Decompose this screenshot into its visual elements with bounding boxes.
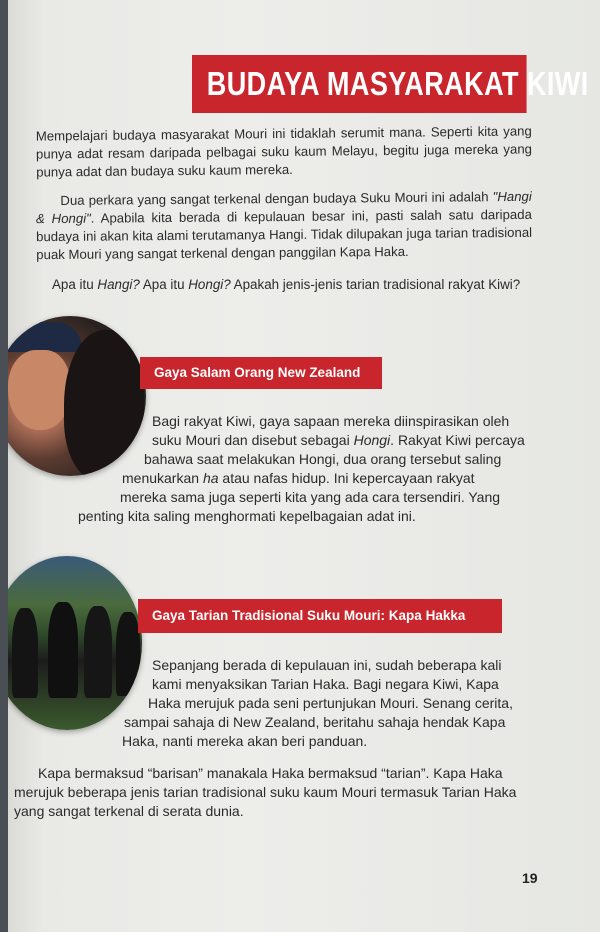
hongi-greeting-photo [8, 316, 146, 476]
s2-line-4: sampai sahaja di New Zealand, beritahu sahaja hendak Kapa [124, 714, 506, 730]
s1-line-4-a: menukarkan [122, 470, 203, 486]
s1-line-2-a: suku Mouri dan disebut sebagai [152, 432, 354, 448]
s1-hongi: Hongi [353, 432, 391, 448]
intro-questions [52, 276, 552, 294]
section-heading-greeting: Gaya Salam Orang New Zealand [140, 357, 382, 389]
q-hangi: Hangi? [97, 277, 140, 292]
intro-paragraph-2 [36, 188, 533, 264]
intro-paragraph-1: Mempelajari budaya masyarakat Mouri ini tidaklah serumit mana. Seperti kita yang punya adat resam daripada pelbagai suku kaum Melayu, begitu juga mereka yang punya adat dan budaya suku kaum mereka. [35, 123, 533, 180]
page-title-banner: BUDAYA MASYARAKAT KIWI [192, 55, 527, 113]
kapa-haka-photo [8, 556, 142, 730]
s1-line-2-b: . Rakyat Kiwi percaya [390, 432, 525, 448]
page-number: 19 [522, 870, 538, 886]
s1-line-2 [152, 431, 552, 450]
s2-line-2: kami menyaksikan Tarian Haka. Bagi negara Kiwi, Kapa [152, 676, 499, 692]
p2-italic: "Hangi & Hongi" [35, 188, 532, 227]
s1-line-5: mereka sama juga seperti kita yang ada cara tersendiri. Yang [120, 489, 501, 505]
q-part-a: Apa itu [52, 277, 98, 292]
closing-line-3: yang sangat terkenal di serata dunia. [14, 803, 244, 819]
p2-rest: . Apabila kita berada di kepulauan besar ini, pasti salah satu daripada budaya ini akan kita alami terutamanya Hangi. Tidak dilupakan juga tarian tradisional puak Mouri yang sangat terkenal dengan panggilan Kapa Haka. [36, 206, 533, 263]
section-heading-dance: Gaya Tarian Tradisional Suku Mouri: Kapa Hakka [138, 599, 502, 633]
section1-body [78, 412, 552, 526]
q-hongi: Hongi? [188, 277, 231, 292]
q-part-c: Apakah jenis-jenis tarian tradisional rakyat Kiwi? [230, 277, 521, 292]
s1-line-3: bahawa saat melakukan Hongi, dua orang tersebut saling [144, 451, 502, 467]
q-part-b: Apa itu [139, 277, 189, 292]
s1-line-6: penting kita saling menghormati kepelbagaian adat ini. [78, 508, 416, 524]
s2-line-3: Haka merujuk pada seni pertunjukan Mouri. Senang cerita, [148, 695, 513, 711]
p2-lead: Dua perkara yang sangat terkenal dengan budaya Suku Mouri ini adalah [60, 189, 493, 208]
closing-paragraph [14, 764, 554, 821]
section2-body [122, 656, 552, 751]
s1-line-4 [122, 469, 552, 488]
closing-line-2: merujuk beberapa jenis tarian tradisional suku kaum Mouri termasuk Tarian Haka [14, 784, 517, 800]
closing-line-1: Kapa bermaksud “barisan” manakala Haka bermaksud “tarian”. Kapa Haka [38, 765, 503, 781]
s1-line-4-b: atau nafas hidup. Ini kepercayaan rakyat [218, 470, 475, 486]
s1-line-1: Bagi rakyat Kiwi, gaya sapaan mereka diinspirasikan oleh [152, 413, 510, 429]
book-page [8, 0, 600, 932]
s1-ha: ha [202, 470, 219, 486]
s2-line-1: Sepanjang berada di kepulauan ini, sudah beberapa kali [152, 657, 502, 673]
s2-line-5: Haka, nanti mereka akan beri panduan. [122, 733, 368, 749]
